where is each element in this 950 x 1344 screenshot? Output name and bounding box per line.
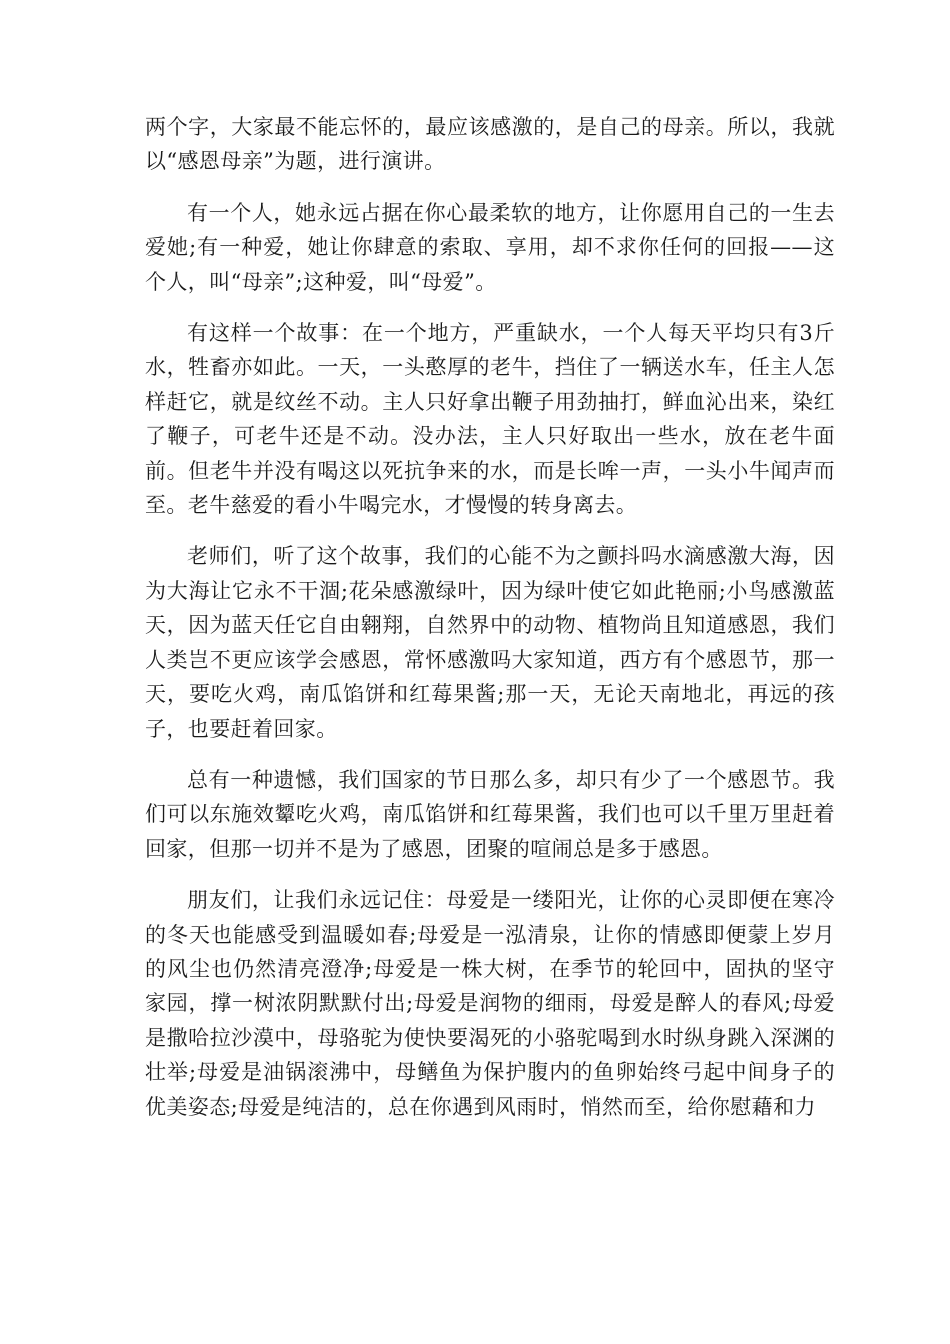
paragraph-3: 有这样一个故事：在一个地方，严重缺水，一个人每天平均只有3斤水，牲畜亦如此。一天，一头憨厚的老牛，挡住了一辆送水车，任主人怎样赶它，就是纹丝不动。主人只好拿出鞭子用劲抽打，鲜血沁出来，染红了鞭子，可老牛还是不动。没办法，主人只好取出一些水，放在老牛面前。但老牛并没有喝这以死抗争来的水，而是长哞一声，一头小牛闻声而至。老牛慈爱的看小牛喝完水，才慢慢的转身离去。 [145, 321, 835, 518]
paragraph-4: 老师们，听了这个故事，我们的心能不为之颤抖吗水滴感激大海，因为大海让它永不干涸;花朵感激绿叶，因为绿叶使它如此艳丽;小鸟感激蓝天，因为蓝天任它自由翱翔，自然界中的动物、植物尚且知道感恩，我们人类岂不更应该学会感恩，常怀感激吗大家知道，西方有个感恩节，那一天，要吃火鸡，南瓜馅饼和红莓果酱;那一天，无论天南地北，再远的孩子，也要赶着回家。 [145, 544, 835, 741]
document-body [145, 110, 835, 1141]
paragraph-6: 朋友们，让我们永远记住：母爱是一缕阳光，让你的心灵即便在寒冷的冬天也能感受到温暖如春;母爱是一泓清泉，让你的情感即便蒙上岁月的风尘也仍然清亮澄净;母爱是一株大树，在季节的轮回中，固执的坚守家园，撑一树浓阴默默付出;母爱是润物的细雨，母爱是醉人的春风;母爱是撒哈拉沙漠中，母骆驼为使快要渴死的小骆驼喝到水时纵身跳入深渊的壮举;母爱是油锅滚沸中，母鳝鱼为保护腹内的鱼卵始终弓起中间身子的优美姿态;母爱是纯洁的，总在你遇到风雨时，悄然而至，给你慰藉和力 [145, 888, 835, 1119]
paragraph-1: 两个字，大家最不能忘怀的，最应该感激的，是自己的母亲。所以，我就以“感恩母亲”为题，进行演讲。 [145, 115, 835, 174]
paragraph-5: 总有一种遗憾，我们国家的节日那么多，却只有少了一个感恩节。我们可以东施效颦吃火鸡，南瓜馅饼和红莓果酱，我们也可以千里万里赶着回家，但那一切并不是为了感恩，团聚的喧闹总是多于感恩。 [145, 767, 835, 861]
paragraph-2: 有一个人，她永远占据在你心最柔软的地方，让你愿用自己的一生去爱她;有一种爱，她让你肆意的索取、享用，却不求你任何的回报——这个人，叫“母亲”;这种爱，叫“母爱”。 [145, 200, 835, 294]
